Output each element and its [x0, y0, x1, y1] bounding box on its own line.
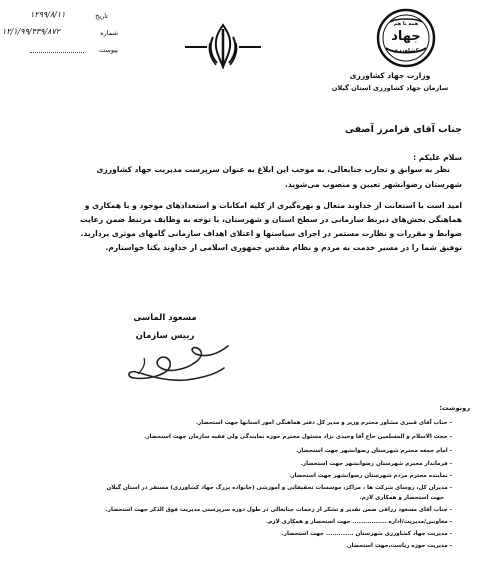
- cc-item-text: معاونین/مدیریت/اداره ................ جهت استحضار و همکاری لازم.: [266, 519, 448, 525]
- logo-line-2: جهاد: [391, 29, 421, 44]
- cc-item-text: مدیریت حوزه ریاست،جهت استحضار.: [346, 543, 448, 549]
- signer-title: رییس سازمان: [135, 331, 195, 341]
- cc-item: - جناب آقای مسعود رزاقی ضمن تقدیر و تشکر از زحمات جنابعالی در طول دوره سرپرستی مدیریت فوق الذکر جهت استحضار.: [105, 507, 452, 513]
- addressee: جناب آقای فرامرز آصفی: [344, 124, 462, 135]
- body-line-1: نظر به سوابق و تجارب جنابعالی، به موجب این ابلاغ به عنوان سرپرست مدیریت جهاد کشاورزی: [96, 165, 450, 174]
- cc-item: - نماینده محترم مردم شهرستان رضوانشهر جهت استحضار.: [289, 473, 452, 479]
- attachment-dotted-line: [30, 52, 84, 53]
- body-line-6: توفیق شما را در مسیر خدمت به مردم و نظام مقدس جمهوری اسلامی از خداوند یکتا خواستارم.: [105, 243, 462, 252]
- cc-item: - امام جمعه محترم شهرستان رضوانشهر جهت استحضار.: [296, 448, 452, 454]
- cc-item: - مدیران کل، روسای شرکت ها ، مراکز، موسسات تحقیقاتی و آموزشی (خانواده بزرگ جهاد کشاورزی) مستقر در استان گیلان: [106, 485, 452, 491]
- cc-item-text: امام جمعه محترم شهرستان رضوانشهر جهت استحضار.: [296, 448, 448, 454]
- cc-item-text: فرماندار محترم شهرستان رضوانشهر جهت استحضار.: [300, 461, 448, 467]
- cc-item: - فرماندار محترم شهرستان رضوانشهر جهت استحضار.: [300, 461, 452, 467]
- cc-item: - مدیریت جهاد کشاورزی شهرستان ............. جهت استحضار.: [281, 531, 452, 537]
- date-value: ۱۲۹۹/۸/۱۱: [30, 10, 66, 19]
- number-label: شماره: [100, 29, 118, 37]
- cc-item: - جناب آقای قنبری مشاور محترم وزیر و مدیر کل دفتر هماهنگی امور استانها جهت استحضار.: [195, 420, 452, 426]
- cc-item-text: جناب آقای قنبری مشاور محترم وزیر و مدیر کل دفتر هماهنگی امور استانها جهت استحضار.: [195, 420, 448, 426]
- body-line-5: ضوابط و مقررات و نظارت مستمر در اجرای سیاستها و اعتلای اهداف سازمانی گامهای موثری بردارید.: [80, 229, 462, 238]
- signer-name: مسعود الماسی: [133, 313, 197, 323]
- greeting: سلام علیکم :: [413, 153, 462, 162]
- cc-item-text: جناب آقای مسعود رزاقی ضمن تقدیر و تشکر از زحمات جنابعالی در طول دوره سرپرستی مدیریت فوق الذکر جهت استحضار.: [105, 507, 448, 513]
- body-line-2: شهرستان رضوانشهر تعیین و منصوب می‌شوید.: [284, 180, 462, 189]
- cc-item-continued: جهت استحضار و همکاری لازم.: [359, 495, 444, 501]
- organization-name: سازمان جهاد کشاورزی استان گیلان: [331, 84, 449, 92]
- logo-line-1: همه با هم: [393, 21, 419, 27]
- number-value: ۱۲/۱/۹۹/۴۳۹/۸۷۲: [2, 27, 61, 36]
- date-label: تاریخ: [95, 12, 108, 20]
- attachment-label: پیوست: [99, 46, 118, 54]
- ministry-name: وزارت جهاد کشاورزی: [349, 71, 431, 80]
- emblem-rule-right: [239, 46, 261, 48]
- cc-item-text: مدیریت جهاد کشاورزی شهرستان ............. جهت استحضار.: [281, 531, 448, 537]
- handwritten-signature: [120, 340, 240, 388]
- cc-title: رونوشت:: [439, 404, 470, 412]
- cc-item: - حجت الاسلام و المسلمین حاج آقا وحیدی نژاد مسئول محترم حوزه نمایندگی ولی فقیه سازمان جهت استحضار.: [144, 434, 452, 440]
- cc-item-text: مدیران کل، روسای شرکت ها ، مراکز، موسسات تحقیقاتی و آموزشی (خانواده بزرگ جهاد کشاورزی) مستقر در استان گیلان: [106, 485, 448, 491]
- body-line-3: امید است با استعانت از خداوند متعال و بهره‌گیری از کلیه امکانات و استعدادهای موجود و با همکاری و: [84, 201, 462, 210]
- cc-item-text: حجت الاسلام و المسلمین حاج آقا وحیدی نژاد مسئول محترم حوزه نمایندگی ولی فقیه سازمان جهت استحضار.: [144, 434, 448, 440]
- cc-item-text: نماینده محترم مردم شهرستان رضوانشهر جهت استحضار.: [289, 473, 448, 479]
- body-line-4: هماهنگی بخش‌های ذیربط سازمانی در سطح استان و شهرستان، با توجه به وظایف مرتبط ضمن رعایت: [79, 215, 462, 224]
- jihad-logo: [376, 8, 436, 68]
- emblem-rule-left: [185, 46, 207, 48]
- iran-emblem-icon: [207, 23, 239, 69]
- logo-line-3: کشاورزی: [393, 48, 419, 54]
- cc-item: - مدیریت حوزه ریاست،جهت استحضار.: [346, 543, 452, 549]
- cc-item: - معاونین/مدیریت/اداره ................ جهت استحضار و همکاری لازم.: [266, 519, 452, 525]
